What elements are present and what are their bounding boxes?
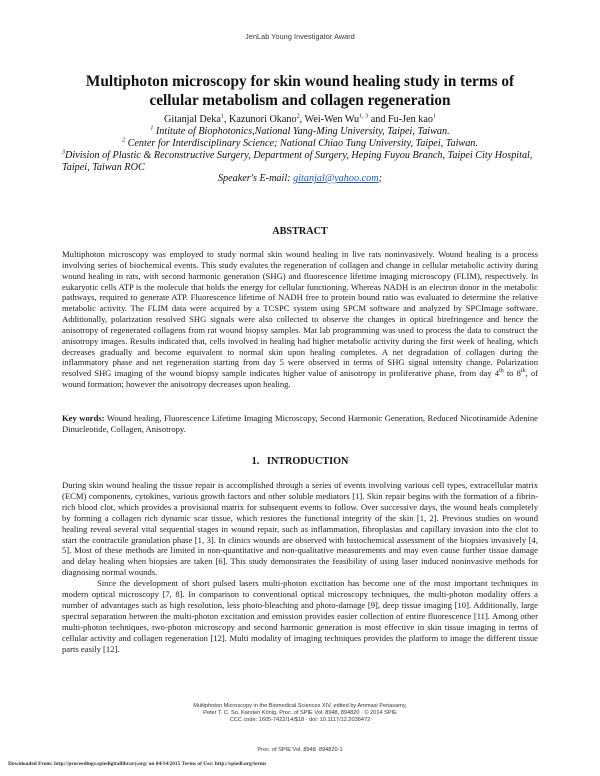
abstract-heading: ABSTRACT — [272, 226, 328, 237]
affiliation-2 — [62, 138, 538, 150]
citation-line: CCC code: 1605-7422/14/$18 · doi: 10.1117/12.2038472 — [229, 717, 371, 723]
keywords-text: Wound healing, Fluorescence Lifetime Imaging Microscopy, Second Harmonic Generation, Reduced Nicotinamide Adenine Dinucleotide, Collagen, Anisotropy. — [62, 413, 538, 434]
citation-line: Peter T. C. So, Karsten König, Proc. of SPIE Vol. 8948, 894820 · © 2014 SPIE — [203, 710, 397, 716]
conference-award-header: JenLab Young Investigator Award — [245, 32, 355, 41]
speaker-email-link[interactable]: gitanjal@yahoo.com — [293, 173, 379, 184]
author-name: Gitanjal Deka — [164, 114, 221, 125]
keywords — [62, 413, 538, 435]
abstract-text: Multiphoton microscopy was employed to study normal skin wound healing in live rats noninvasively. Wound healing is a process involving series of biochemical events. This study evalutes the regeneration of collagen and change in cellular metabolic activity during wound healing in rats, with second harmonic generation (SHG) and fluorescence lifetime imaging microscopy (FLIM), respectively. In eukaryotic cells ATP is the molecule that holds the energy for cellular functioning. Whereas NADH is an electron donor in the metabolic pathways, required to generate ATP. Fluorescence lifetime of NADH free to protein bound ratio was evaluated to determine the relative metabolic activity. The FLIM data were acquired by a TCSPC system using SPCM software and analyzed by SPCImage software. Additionally, polarization resolved SHG signals were also collected to observe the changes in optical birefringence and hence the anisotropy of regenerated collagens from rat wound biopsy samples. Mat lab programming was used to process the data to construct the anisotropy images. Results indicated that, cells involved in healing had higher metabolic activity during the first week of healing, which decreases gradually and become equivalent to normal skin upon healing completes. A net degradation of collagen during the inflammatory phase and net regeneration starting from day 5 were observed in terms of SHG signal intensity change. Polarization resolved SHG imaging of the wound biopsy sample indicates higher value of anisotropy in proliferative phase, from day 4 — [62, 249, 538, 379]
author-list — [62, 114, 538, 126]
speaker-email-label: Speaker's E-mail: — [217, 173, 294, 184]
affiliation-text: Intitute of Biophotonics,National Yang-Ming University, Taipei, Taiwan. — [153, 126, 450, 137]
citation-line: Multiphoton Microscopy in the Biomedical Sciences XIV, edited by Ammasi Periasamy, — [193, 703, 407, 709]
page-number: Proc. of SPIE Vol. 8948 894820-1 — [257, 747, 343, 753]
paper-title-line-1: Multiphoton microscopy for skin wound healing study in terms of — [85, 73, 515, 90]
introduction-body — [62, 480, 538, 655]
affiliation-marker: 2 — [122, 137, 126, 144]
introduction-paragraph: During skin wound healing the tissue repair is accomplished through a series of events involving various cell types, extracellular matrix (ECM) components, cytokines, various growth factors and other soluble mediators [1]. Skin repair begins with the formation of a fibrin-rich blood clot, which provides a provisional matrix for subsequent events to follow. Over successive days, the wound heals completely by forming a collagen rich dynamic scar tissue, which restores the functional integrity of the skin [1, 2]. Previous studies on wound healing reveal several vital sequential stages in wound repair, such as inflammation, fibroplasias and capillary invasion into the clot to start the contractile granulation phase [1, 3]. In clinics wounds are observed with histochemical assessment of the biopsies invasively [4, 5]. Most of these methods are limited in non-quantitative and non-qualitative measurements and may even cause further tissue damage and delay healing when biopsies are taken [6]. This study demonstrates the feasibility of using laser induced noninvasive methods for diagnosing normal wounds. — [62, 480, 538, 578]
speaker-email-line — [62, 173, 538, 185]
speaker-email-suffix: ; — [378, 173, 383, 184]
affiliation-3 — [62, 150, 538, 173]
affiliation-marker: 1 — [150, 125, 154, 132]
paper-title-line-2: cellular metabolism and collagen regeneration — [149, 92, 451, 109]
introduction-paragraph: Since the development of short pulsed lasers multi-photon excitation has become one of the most important techniques in modern optical microscopy [7, 8]. In comparison to conventional optical microscopy techniques, the multi-photon modality offers a number of advantages such as high resolution, less photo-bleaching and photo-damage [9], deep tissue imaging [10]. Additionally, large spectral separation between the multi-photon excitation and emission provides easier collection of entire fluorescence [11]. Among other multi-photon techniques, two-photon microscopy and second harmonic generation is most effective in skin tissue imaging in terms of cellular activity and collagen regeneration [12]. Multi modality of imaging techniques provides the platform to image the different tissue parts easily [12]. — [62, 578, 538, 654]
affiliation-1 — [62, 126, 538, 138]
download-notice: Downloaded From: http://proceedings.spiedigitallibrary.org/ on 04/14/2015 Terms of Use: http://spiedl.org/terms — [8, 761, 267, 767]
abstract-text: , of wound formation; however the anisotropy decreases upon healing. — [62, 368, 538, 390]
affiliation-marker: 3 — [62, 149, 65, 156]
abstract-text: to 8 — [503, 368, 521, 379]
affiliation-text: Center for Interdisciplinary Science; National Chiao Tung University, Taipei, Taiwan. — [125, 138, 478, 149]
abstract-body — [62, 249, 538, 390]
author-name: , Kazunori Okano — [223, 114, 297, 125]
author-name: , Wei-Wen Wu — [299, 114, 360, 125]
author-affiliation-marker: 1, 3 — [359, 113, 369, 120]
author-name: and Fu-Jen kao — [368, 114, 433, 125]
author-affiliation-marker: 1 — [220, 113, 224, 120]
author-affiliation-marker: 1 — [432, 113, 436, 120]
ordinal-suffix: th — [499, 368, 504, 375]
author-affiliation-marker: 2 — [296, 113, 300, 120]
introduction-heading: 1. INTRODUCTION — [251, 456, 349, 467]
affiliation-text: Division of Plastic & Reconstructive Surgery, Department of Surgery, Heping Fuyou Branch, Taipei City Hospital, Taipei, Taiwan ROC — [62, 150, 533, 173]
paper-title — [60, 72, 540, 110]
citation-footer — [100, 703, 500, 724]
keywords-label: Key words: — [62, 413, 105, 423]
ordinal-suffix: th — [520, 368, 526, 375]
